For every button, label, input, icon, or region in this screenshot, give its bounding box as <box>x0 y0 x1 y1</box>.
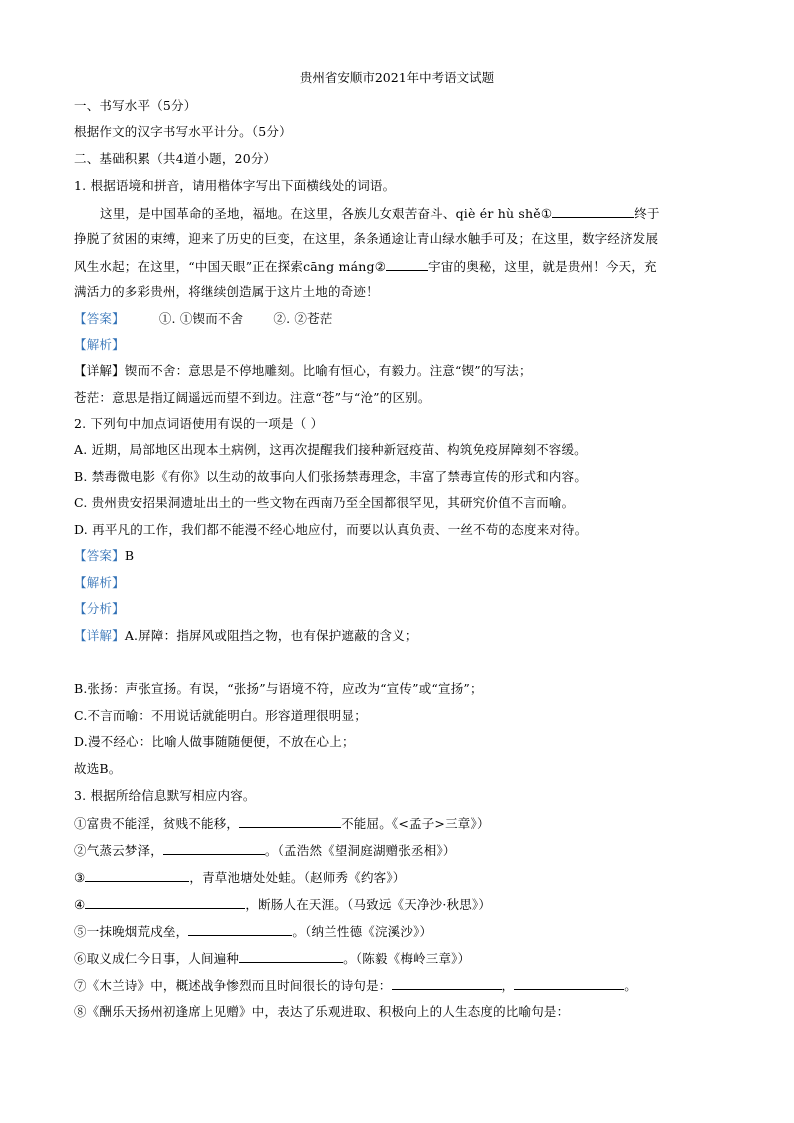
item-text: ③ <box>74 870 86 885</box>
blank-line <box>239 815 341 828</box>
question-2-option-a: A. 近期，局部地区出现本土病例，这再次提醒我们接种新冠疫苗、构筑免疫屏障刻不容缓。 <box>74 442 587 457</box>
question-1-stem: 1. 根据语境和拼音，请用楷体字写出下面横线处的词语。 <box>74 178 396 193</box>
question-1-passage-line-4: 满活力的多彩贵州，将继续创造属于这片土地的奇迹！ <box>74 284 379 299</box>
item-text: ⑥取义成仁今日事，人间遍种 <box>74 951 240 966</box>
item-text: 。（纳兰性德《浣溪沙》） <box>292 924 433 939</box>
passage-text: 宇宙的奥秘，这里，就是贵州！今天，充 <box>428 259 657 274</box>
answer-label: 【答案】 <box>74 311 125 326</box>
question-2-option-b: B. 禁毒微电影《有你》以生动的故事向人们张扬禁毒理念，丰富了禁毒宣传的形式和内容。 <box>74 469 588 484</box>
answer-item: ②. ②苍茫 <box>273 311 333 326</box>
blank-line <box>85 869 189 882</box>
question-1-passage-line-1 <box>100 205 750 222</box>
item-text: 。（孟浩然《望洞庭湖赠张丞相》） <box>264 843 456 858</box>
section-text-writing: 根据作文的汉字书写水平计分。（5分） <box>74 124 292 139</box>
blank-line <box>386 258 428 271</box>
blank-line <box>552 205 634 218</box>
question-2-conclusion: 故选B。 <box>74 761 122 776</box>
passage-text: 这里，是中国革命的圣地，福地。在这里，各族儿女艰苦奋斗、qiè ér hù shě① <box>100 206 553 221</box>
question-1-passage-line-3 <box>74 258 734 275</box>
question-3-item-6 <box>74 950 734 967</box>
blank-line <box>85 896 245 909</box>
item-text: ④ <box>74 897 86 912</box>
section-heading-writing: 一、书写水平（5分） <box>74 98 197 113</box>
question-3-stem: 3. 根据所给信息默写相应内容。 <box>74 788 256 803</box>
item-text: ，青草池塘处处蛙。（赵师秀《约客》） <box>189 870 406 885</box>
blank-line <box>239 950 343 963</box>
question-1-answer <box>74 311 734 327</box>
question-1-analysis-label: 【解析】 <box>74 337 125 352</box>
question-2-detail-b: B.张扬：声张宣扬。有误，“张扬”与语境不符，应改为“宣传”或“宣扬”； <box>74 681 483 696</box>
item-text: 。 <box>624 978 637 993</box>
question-2-detail-c: C.不言而喻：不用说话就能明白。形容道理很明显； <box>74 708 367 723</box>
item-text: ⑦《木兰诗》中，概述战争惨烈而且时间很长的诗句是： <box>74 978 392 993</box>
question-2-analysis-label: 【解析】 <box>74 575 125 590</box>
question-2-answer <box>74 548 734 564</box>
item-text: ， <box>501 978 515 993</box>
question-2-option-c: C. 贵州贵安招果洞遗址出土的一些文物在西南乃至全国都很罕见，其研究价值不言而喻。 <box>74 495 575 510</box>
question-2-detail-a <box>74 628 734 644</box>
answer-value: B <box>124 548 135 563</box>
detail-label: 【详解】 <box>74 628 125 643</box>
question-2-option-d: D. 再平凡的工作，我们都不能漫不经心地应付，而要以认真负责、一丝不苟的态度来对待。 <box>74 522 588 537</box>
question-1-passage-line-2: 挣脱了贫困的束缚，迎来了历史的巨变，在这里，条条通途让青山绿水触手可及；在这里，数字经济发展 <box>74 231 659 246</box>
blank-line <box>392 977 502 990</box>
passage-text: 风生水起；在这里，“中国天眼”正在探索cāng máng② <box>74 259 387 274</box>
page-title: 贵州省安顺市2021年中考语文试题 <box>299 70 495 85</box>
question-3-item-8: ⑧《酬乐天扬州初逢席上见赠》中，表达了乐观进取、积极向上的人生态度的比喻句是： <box>74 1004 570 1019</box>
question-3-item-1 <box>74 815 734 832</box>
question-3-item-4 <box>74 896 734 913</box>
blank-line <box>188 923 292 936</box>
item-text: 。（陈毅《梅岭三章》） <box>343 951 471 966</box>
item-text: ①富贵不能淫，贫贱不能移， <box>74 816 240 831</box>
question-3-item-2 <box>74 842 734 859</box>
item-text: ⑤一抹晚烟荒戍垒， <box>74 924 189 939</box>
item-text: ，断肠人在天涯。（马致远《天净沙·秋思》） <box>245 897 492 912</box>
item-text: ②气蒸云梦泽， <box>74 843 163 858</box>
question-3-item-7 <box>74 977 734 994</box>
blank-line <box>163 842 265 855</box>
question-1-detail-1: 【详解】锲而不舍：意思是不停地雕刻。比喻有恒心，有毅力。注意“锲”的写法； <box>74 363 532 378</box>
question-3-item-5 <box>74 923 734 940</box>
blank-line <box>514 977 624 990</box>
detail-text: A.屏障：指屏风或阻挡之物，也有保护遮蔽的含义； <box>124 628 418 643</box>
answer-item: ①. ①锲而不舍 <box>158 311 244 326</box>
answer-label: 【答案】 <box>74 548 125 563</box>
question-2-stem: 2. 下列句中加点词语使用有误的一项是（ ） <box>74 416 324 431</box>
section-heading-basics: 二、基础积累（共4道小题，20分） <box>74 151 277 166</box>
passage-text: 终于 <box>634 206 660 221</box>
item-text: 不能屈。《<孟子>三章》） <box>341 816 490 831</box>
question-2-detail-d: D.漫不经心：比喻人做事随随便便，不放在心上； <box>74 734 355 749</box>
question-1-detail-2: 苍茫：意思是指辽阔遥远而望不到边。注意“苍”与“沧”的区别。 <box>74 390 431 405</box>
question-2-fenxi-label: 【分析】 <box>74 601 125 616</box>
question-3-item-3 <box>74 869 734 886</box>
